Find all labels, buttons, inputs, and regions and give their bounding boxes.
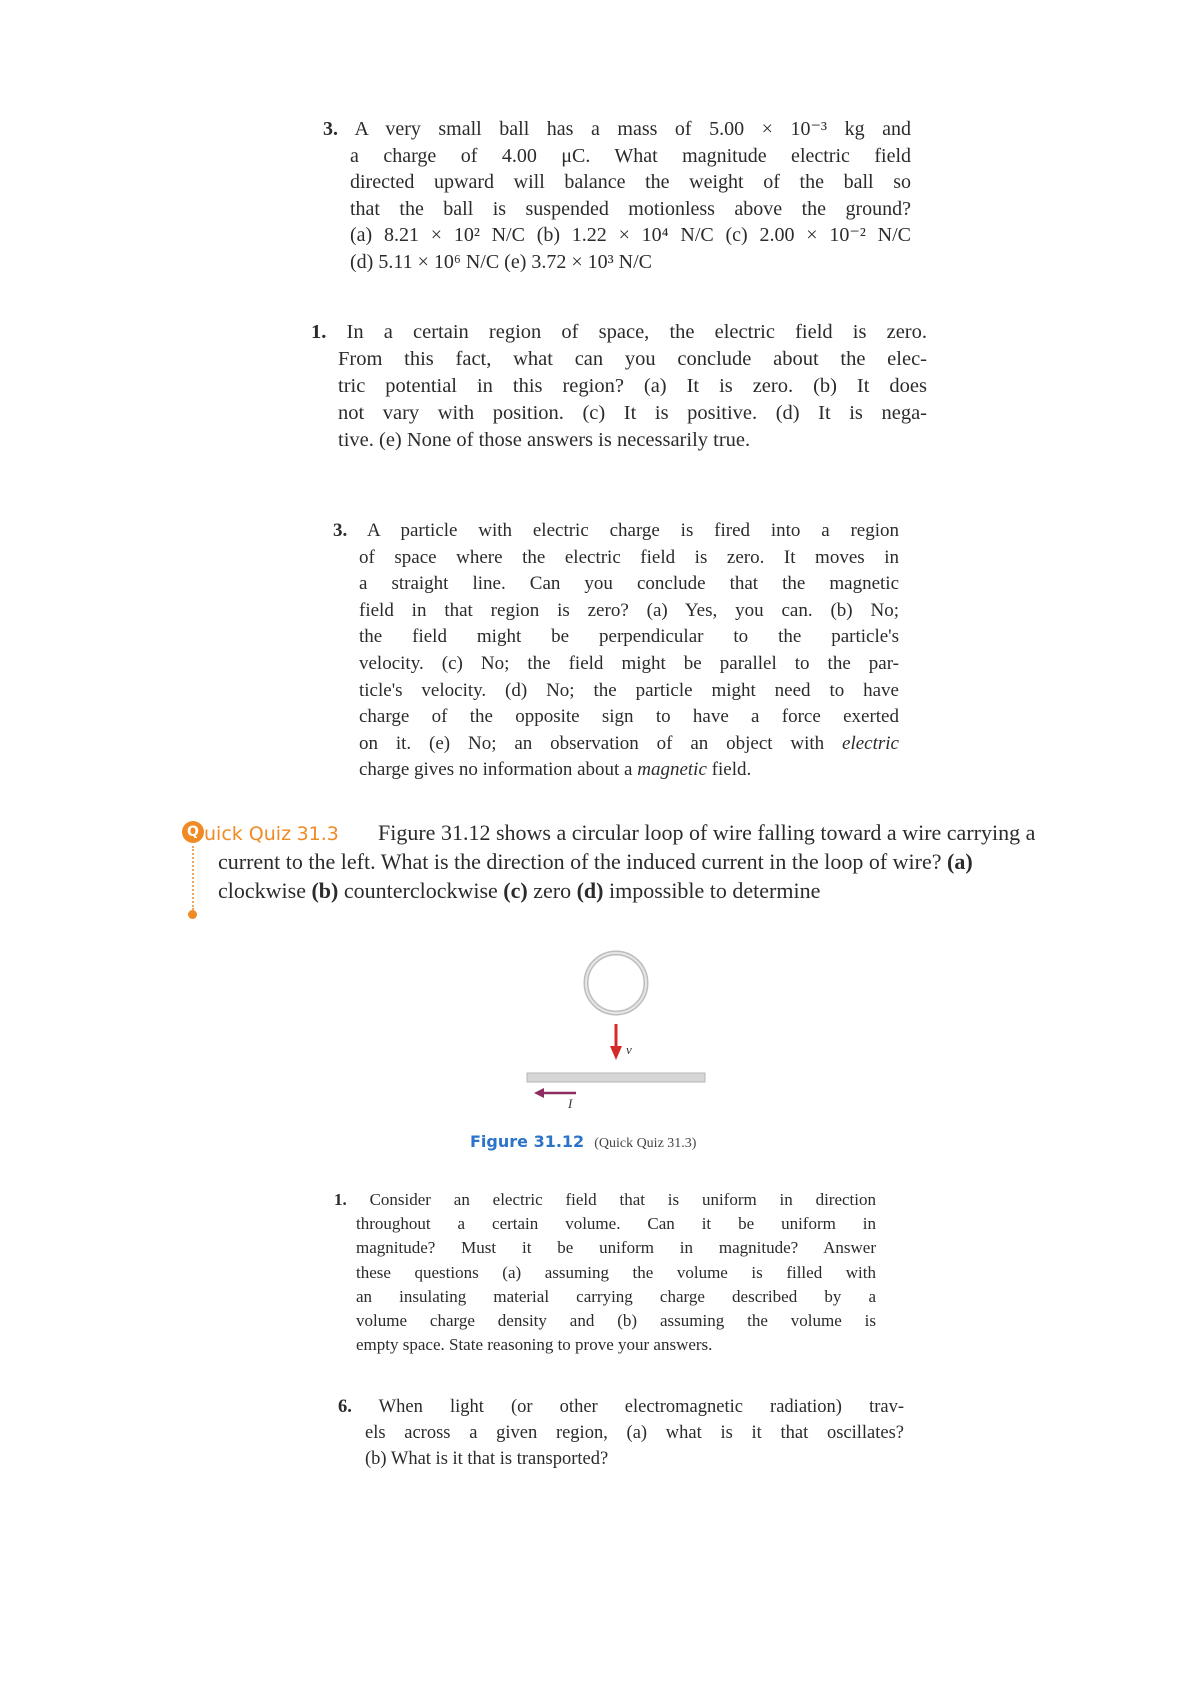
option-letter: (b): [311, 878, 339, 903]
problem-uniform-field: [334, 1188, 876, 1357]
problem-line: empty space. State reasoning to prove your answers.: [356, 1335, 713, 1355]
problem-particle-magnetic: [333, 518, 899, 784]
problem-line: magnitude? Must it be uniform in magnitude? Answer: [356, 1238, 876, 1258]
problem-line: field in that region is zero? (a) Yes, you can. (b) No;: [359, 599, 899, 621]
quick-quiz-question: Figure 31.12 shows a circular loop of wire falling toward a wire carrying a current to the left. What is the direction of the induced current in the loop of wire?: [218, 820, 1036, 874]
problem-line: not vary with position. (c) It is positive. (d) It is nega-: [338, 402, 927, 424]
problem-line: (d) 5.11 × 10⁶ N/C (e) 3.72 × 10³ N/C: [350, 250, 652, 273]
quick-quiz-text: [204, 818, 1048, 905]
problem-number: 6.: [338, 1397, 352, 1417]
problem-line: the field might be perpendicular to the particle's: [359, 626, 899, 648]
problem-number: 1.: [334, 1190, 347, 1209]
problem-line: velocity. (c) No; the field might be parallel to the par-: [359, 652, 899, 674]
problem-line: Consider an electric field that is uniform in direction: [369, 1190, 876, 1209]
problem-line: on it. (e) No; an observation of an object with: [359, 732, 825, 754]
problem-number: 1.: [311, 321, 327, 343]
problem-light-oscillation: [338, 1394, 904, 1472]
problem-line: a straight line. Can you conclude that the magnetic: [359, 573, 899, 595]
problem-line: charge gives no information about a: [359, 759, 633, 781]
problem-line: field.: [711, 759, 752, 781]
problem-line: A particle with electric charge is fired into a region: [367, 520, 899, 541]
problem-line: an insulating material carrying charge described by a: [356, 1286, 876, 1306]
problem-number: 3.: [333, 520, 348, 541]
problem-line: directed upward will balance the weight of the ball so: [350, 171, 911, 193]
quick-quiz-dot: [188, 910, 197, 919]
problem-line: these questions (a) assuming the volume is filled with: [356, 1262, 876, 1282]
velocity-label: v⃗: [626, 1042, 642, 1057]
problem-line: When light (or other electromagnetic radiation) trav-: [378, 1397, 905, 1417]
problem-line: tric potential in this region? (a) It is zero. (b) It does: [338, 375, 927, 397]
problem-electric-potential: [311, 319, 927, 454]
current-arrow-head: [534, 1088, 544, 1098]
option-text: clockwise: [218, 878, 306, 903]
quick-quiz-label: uick Quiz: [204, 823, 292, 845]
italic-word: electric: [842, 732, 899, 754]
problem-line: ticle's velocity. (d) No; the particle might need to have: [359, 679, 899, 701]
option-letter: (c): [503, 878, 528, 903]
problem-line: of space where the electric field is zero. It moves in: [359, 546, 899, 568]
caption-label: Figure 31.12: [470, 1132, 585, 1151]
problem-line: that the ball is suspended motionless above the ground?: [350, 197, 911, 220]
straight-wire: [527, 1073, 705, 1082]
problem-line: From this fact, what can you conclude about the elec-: [338, 348, 927, 370]
problem-line: (b) What is it that is transported?: [365, 1449, 609, 1469]
problem-line: volume charge density and (b) assuming the volume is: [356, 1311, 876, 1331]
problem-line: tive. (e) None of those answers is necessarily true.: [338, 429, 751, 451]
problem-line: In a certain region of space, the electric field is zero.: [346, 321, 928, 343]
problem-line: a charge of 4.00 μC. What magnitude electric field: [350, 144, 911, 167]
quick-quiz-badge: Q: [182, 821, 204, 843]
option-letter: (d): [576, 878, 604, 903]
figure-caption: [470, 1132, 770, 1152]
figure-loop-and-wire: [520, 950, 720, 1120]
option-text: impossible to determine: [608, 878, 821, 903]
option-text: counterclockwise: [343, 878, 498, 903]
option-text: zero: [533, 878, 572, 903]
quick-quiz-number: 31.3: [296, 823, 339, 845]
caption-note: (Quick Quiz 31.3): [594, 1136, 697, 1151]
italic-word: magnetic: [637, 759, 707, 781]
problem-line: charge of the opposite sign to have a force exerted: [359, 706, 899, 728]
problem-number: 3.: [323, 118, 338, 140]
problem-line: (a) 8.21 × 10² N/C (b) 1.22 × 10⁴ N/C (c) 2.00 × 10⁻² N/C: [350, 224, 911, 246]
problem-ball-charge: [323, 116, 911, 275]
problem-line: throughout a certain volume. Can it be uniform in: [356, 1214, 876, 1234]
current-label: I: [568, 1096, 573, 1111]
quick-quiz-dotted-rule: [192, 846, 194, 910]
problem-line: A very small ball has a mass of 5.00 × 10⁻³ kg and: [354, 118, 911, 140]
option-letter: (a): [947, 849, 973, 874]
problem-line: els across a given region, (a) what is it that oscillates?: [365, 1423, 904, 1443]
velocity-arrow-head: [610, 1046, 622, 1060]
